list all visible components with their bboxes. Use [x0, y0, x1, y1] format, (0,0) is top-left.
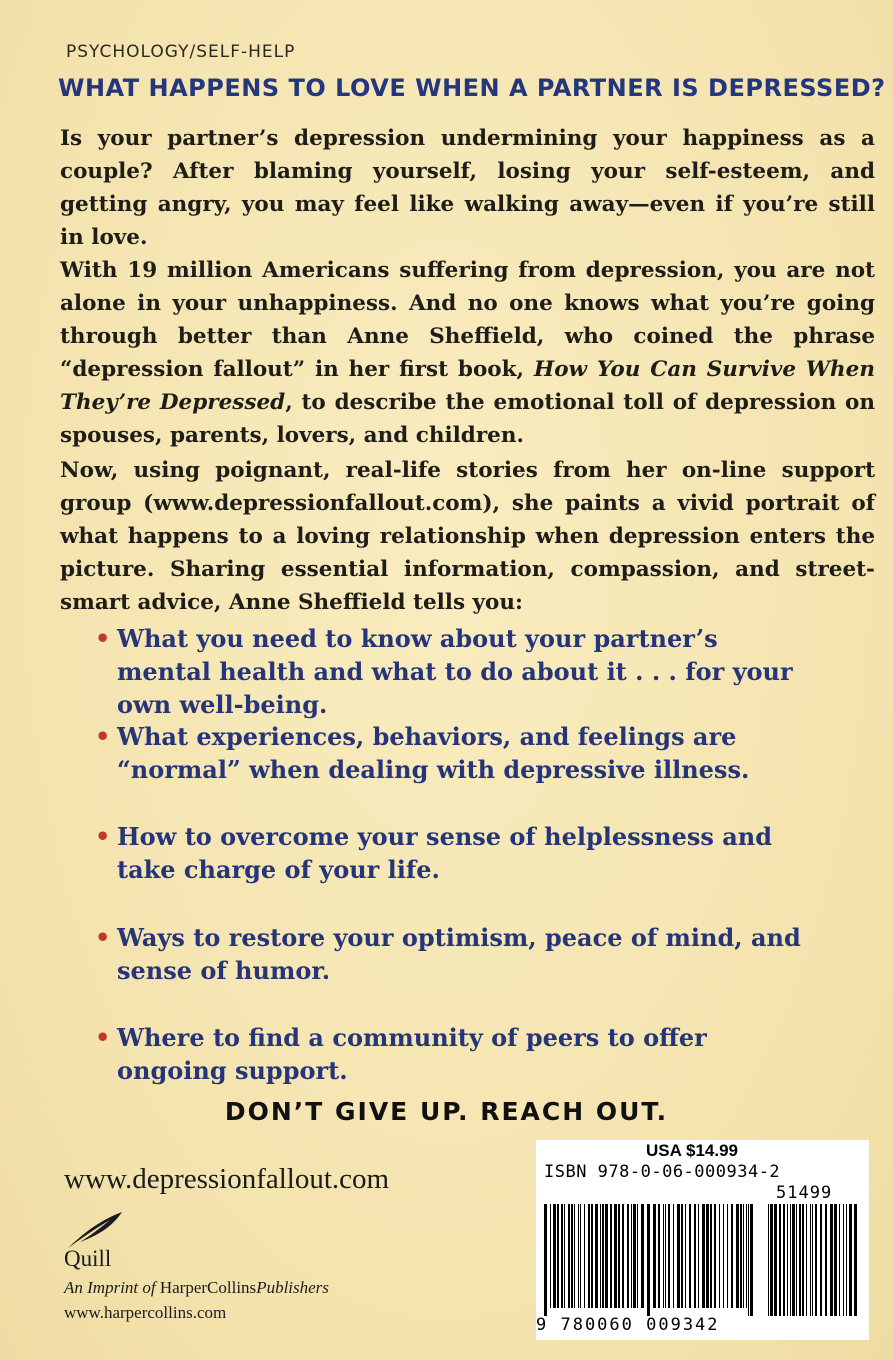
barcode-bar [727, 1204, 728, 1308]
barcode-bar [557, 1204, 559, 1308]
barcode-bar [839, 1204, 840, 1316]
barcode-bar [614, 1204, 617, 1308]
paragraph-description: Now, using poignant, real-life stories from her on-line support group (www.depressionfallout.com), she paints a vivid portrait of what happens to a loving relationship when depression enters the picture. Sharing essential information, compassion, and street-smart advice, Anne Sheffield tells you: [60, 458, 875, 615]
barcode-bar [571, 1204, 573, 1308]
barcode-bar [743, 1204, 744, 1308]
barcode-bar [665, 1204, 666, 1308]
imprint-suffix: Publishers [256, 1278, 329, 1297]
barcode-bar [799, 1204, 801, 1316]
bullet-item [95, 720, 817, 786]
bullet-text: What you need to know about your partner’s mental health and what to do about it . . . for your own well-being. [117, 624, 793, 719]
barcode-bar [740, 1204, 742, 1308]
barcode-bar [843, 1204, 844, 1316]
barcode-bar [706, 1204, 709, 1308]
publisher-name: Quill [64, 1246, 112, 1271]
imprint-prefix: An Imprint of [64, 1278, 160, 1297]
barcode-bar [591, 1204, 593, 1308]
barcode-bar [774, 1204, 777, 1316]
bullet-dot-icon: • [95, 1023, 111, 1052]
barcode-bar [673, 1204, 674, 1308]
barcode-bar [637, 1204, 638, 1308]
barcode-bar [550, 1204, 551, 1308]
barcode-bar [663, 1204, 664, 1308]
tagline: DON’T GIVE UP. REACH OUT. [224, 1097, 669, 1126]
barcode-bar [783, 1204, 785, 1316]
quill-feather-icon [66, 1210, 126, 1250]
paragraph-author-text-2: , to describe the emotional toll of depression on spouses, parents, lovers, and children. [60, 390, 875, 448]
barcode-bar [802, 1204, 804, 1316]
price-label: USA $14.99 [646, 1141, 738, 1160]
barcode-bar [553, 1204, 556, 1308]
bullet-dot-icon: • [95, 624, 111, 653]
barcode-bar [574, 1204, 575, 1308]
barcode-bar [830, 1204, 833, 1316]
bullet-dot-icon: • [95, 923, 111, 952]
barcode-bar [723, 1204, 724, 1308]
first-book-title: How You Can Survive When They’re Depressed [60, 357, 875, 415]
bullet-item [95, 1021, 817, 1087]
barcode-bar [600, 1204, 601, 1308]
bullet-dot-icon: • [95, 822, 111, 851]
barcode-bar [748, 1204, 749, 1316]
barcode-bar [677, 1204, 680, 1308]
bullet-text: How to overcome your sense of helplessness and take charge of your life. [117, 822, 773, 884]
category-label: PSYCHOLOGY/SELF-HELP [66, 42, 296, 62]
barcode-bar [544, 1204, 547, 1316]
bullet-text: What experiences, behaviors, and feelings are “normal” when dealing with depressive illness. [117, 722, 750, 784]
barcode-bar [770, 1204, 773, 1316]
paragraph-author-text-1: With 19 million Americans suffering from depression, you are not alone in your unhappiness. And no one knows what you’re going through better than Anne Sheffield, who coined the phrase “depression fallout” in her first book, [60, 258, 875, 382]
barcode-bar [719, 1204, 720, 1308]
barcode-bar [854, 1204, 857, 1316]
barcode-bar [710, 1204, 712, 1308]
barcode-bar [694, 1204, 696, 1308]
barcode-bar [595, 1204, 598, 1308]
bullet-text: Ways to restore your optimism, peace of mind, and sense of humor. [117, 923, 801, 985]
bullet-text: Where to find a community of peers to offer ongoing support. [117, 1023, 707, 1085]
barcode-bar [714, 1204, 716, 1308]
barcode-bar [568, 1204, 570, 1308]
barcode-bar [618, 1204, 620, 1308]
bullet-dot-icon: • [95, 722, 111, 751]
barcode-bar [685, 1204, 686, 1308]
isbn-number: ISBN 978-0-06-000934-2 [544, 1162, 781, 1182]
barcode-bar [846, 1204, 847, 1316]
barcode-bar [653, 1204, 656, 1308]
barcode-bar [561, 1204, 563, 1308]
barcode-bar [578, 1204, 579, 1308]
barcode-bar [834, 1204, 837, 1316]
barcode-bar [633, 1204, 636, 1308]
barcode-bar [768, 1204, 769, 1316]
barcode-bar [736, 1204, 739, 1308]
barcode-bar [668, 1204, 670, 1308]
publisher-website: www.harpercollins.com [64, 1303, 227, 1322]
barcode-bar [622, 1204, 624, 1308]
imprint-line [64, 1278, 329, 1298]
website-url: www.depressionfallout.com [64, 1163, 390, 1195]
barcode-bar [627, 1204, 629, 1308]
barcode-bar [602, 1204, 604, 1308]
barcode-bar [610, 1204, 612, 1308]
barcode-bar [806, 1204, 807, 1316]
barcode-bar [746, 1204, 747, 1308]
barcode-bar [584, 1204, 585, 1308]
barcode-bar [658, 1204, 660, 1308]
barcode-bar [631, 1204, 632, 1308]
barcode-bar [787, 1204, 788, 1316]
barcode-bar [779, 1204, 781, 1316]
imprint-name: HarperCollins [159, 1278, 257, 1297]
paragraph-intro: Is your partner’s depression undermining your happiness as a couple? After blaming yourself, losing your self-esteem, and getting angry, you may feel like walking away—even if you’re still in love. [60, 126, 875, 250]
barcode-bar [815, 1204, 817, 1316]
barcode-bar [812, 1204, 813, 1316]
bullet-item [95, 622, 817, 721]
barcode-bar [825, 1204, 827, 1316]
barcode-bar [605, 1204, 608, 1308]
barcode-bar [681, 1204, 683, 1308]
barcode-bar [647, 1204, 650, 1316]
barcode-bar [820, 1204, 822, 1316]
bullet-item [95, 820, 817, 886]
barcode-bar [790, 1204, 791, 1316]
addon-barcode-icon [768, 1204, 860, 1316]
paragraph-author [60, 254, 875, 452]
barcode-bar [580, 1204, 581, 1308]
barcode-bar [750, 1204, 753, 1316]
headline: WHAT HAPPENS TO LOVE WHEN A PARTNER IS DEPRESSED? [58, 74, 886, 102]
barcode-bar [810, 1204, 811, 1316]
barcode-bar [796, 1204, 797, 1316]
bullet-item [95, 921, 817, 987]
barcode-bar [564, 1204, 565, 1308]
barcode-box [536, 1140, 869, 1340]
barcode-bar [792, 1204, 795, 1316]
barcode-bar [641, 1204, 644, 1308]
barcode-bar [689, 1204, 691, 1308]
barcode-bar [702, 1204, 705, 1308]
price-code: 51499 [776, 1183, 833, 1203]
barcode-bar [698, 1204, 699, 1308]
ean-number: 9 780060 009342 [536, 1315, 720, 1335]
barcode-bar [588, 1204, 590, 1308]
barcode-bar [731, 1204, 733, 1308]
ean-barcode-icon [544, 1204, 754, 1316]
barcode-bar [849, 1204, 852, 1316]
